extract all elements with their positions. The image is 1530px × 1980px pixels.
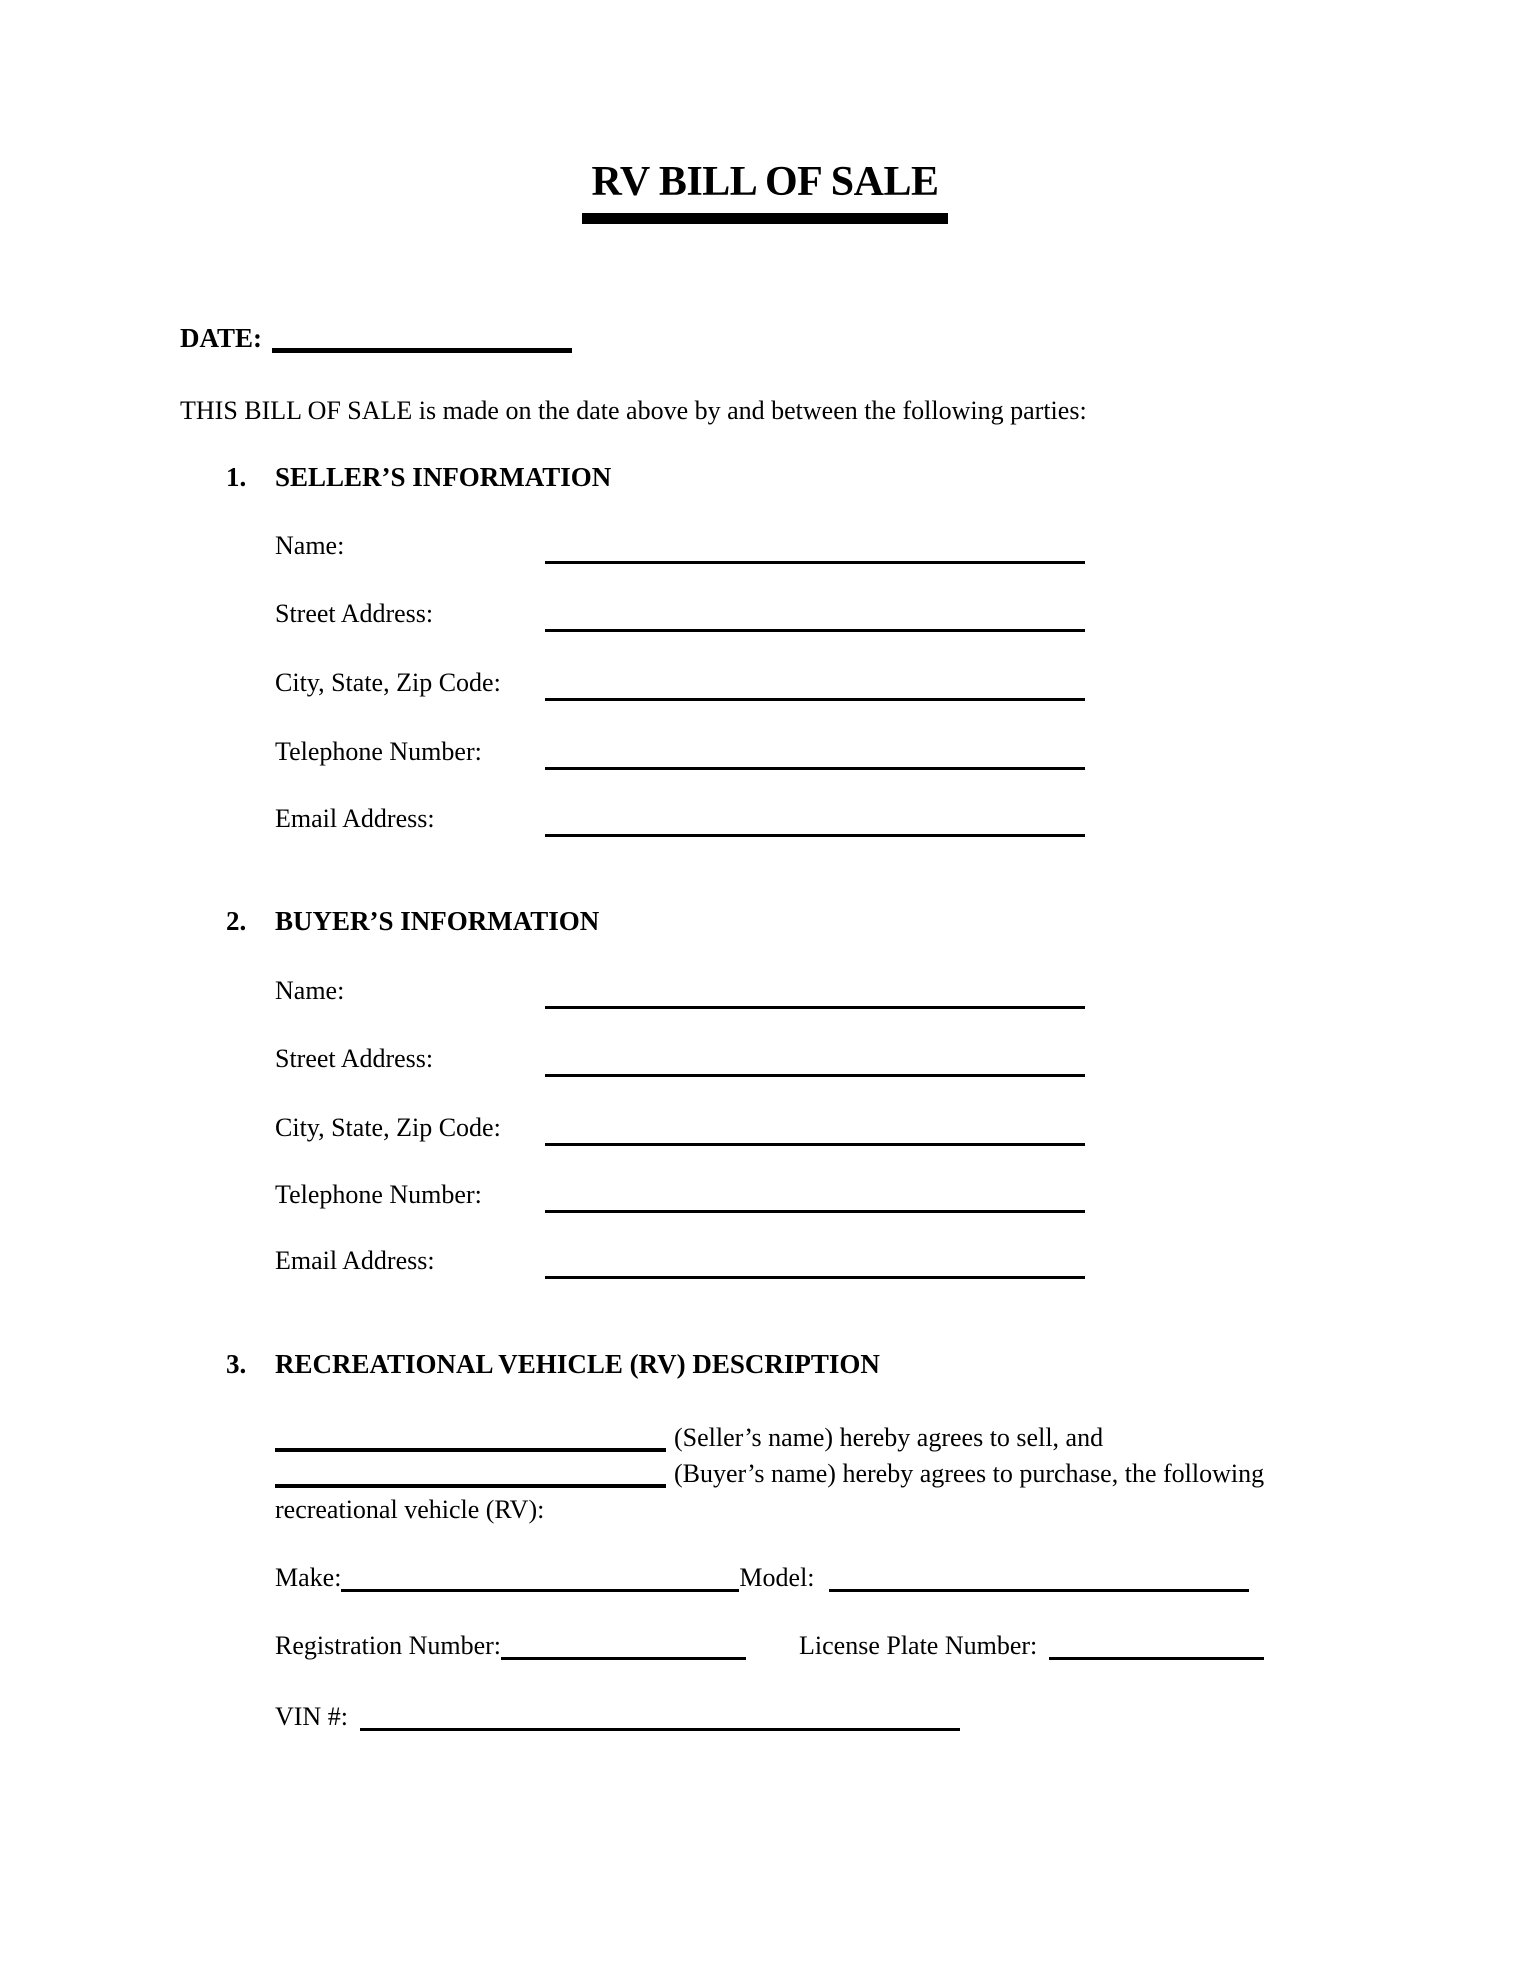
- seller-city-row: [275, 665, 1095, 701]
- agreement-seller-suffix: (Seller’s name) hereby agrees to sell, and: [674, 1423, 1104, 1452]
- agreement-seller-line: [275, 1420, 1415, 1456]
- section-3-number: 3.: [226, 1349, 247, 1379]
- seller-email-row: [275, 801, 1095, 837]
- seller-phone-label: Telephone Number:: [275, 737, 482, 766]
- seller-email-blank[interactable]: [545, 834, 1085, 837]
- section-1-heading: SELLER’S INFORMATION: [275, 462, 612, 492]
- buyer-email-blank[interactable]: [545, 1276, 1085, 1279]
- license-plate-blank[interactable]: [1049, 1633, 1264, 1660]
- agreement-buyer-suffix: (Buyer’s name) hereby agrees to purchase, the following: [674, 1459, 1265, 1488]
- buyer-city-row: [275, 1110, 1095, 1146]
- seller-street-label: Street Address:: [275, 599, 434, 628]
- seller-email-label: Email Address:: [275, 804, 435, 833]
- buyer-city-blank[interactable]: [545, 1143, 1085, 1146]
- make-model-row: [275, 1560, 1249, 1596]
- buyer-name-row: [275, 973, 1095, 1009]
- document-title: RV BILL OF SALE: [582, 158, 949, 224]
- section-3-heading-row: [226, 1349, 880, 1380]
- buyer-email-label: Email Address:: [275, 1246, 435, 1275]
- vin-blank[interactable]: [360, 1704, 960, 1731]
- model-label: Model:: [739, 1563, 815, 1592]
- buyer-phone-row: [275, 1177, 1095, 1213]
- section-2-number: 2.: [226, 906, 247, 936]
- seller-street-blank[interactable]: [545, 629, 1085, 632]
- buyer-name-blank[interactable]: [545, 1006, 1085, 1009]
- date-row: [180, 323, 572, 354]
- seller-name-blank[interactable]: [545, 561, 1085, 564]
- section-1-number: 1.: [226, 462, 247, 492]
- registration-license-row: [275, 1628, 1264, 1664]
- registration-blank[interactable]: [501, 1633, 746, 1660]
- license-plate-label: License Plate Number:: [799, 1631, 1038, 1660]
- vin-label: VIN #:: [275, 1702, 348, 1731]
- make-label: Make:: [275, 1563, 342, 1592]
- buyer-name-label: Name:: [275, 976, 345, 1005]
- section-1-heading-row: [226, 462, 611, 493]
- agreement-closing-line: recreational vehicle (RV):: [275, 1495, 545, 1524]
- intro-text: THIS BILL OF SALE is made on the date above by and between the following parties:: [180, 396, 1087, 425]
- make-blank[interactable]: [341, 1565, 739, 1592]
- date-label: DATE:: [180, 323, 263, 353]
- section-2-heading-row: [226, 906, 599, 937]
- date-blank[interactable]: [272, 326, 572, 353]
- agreement-buyer-line: [275, 1456, 1415, 1492]
- title-row: [0, 158, 1530, 224]
- agreement-paragraph: [275, 1420, 1415, 1528]
- buyer-street-blank[interactable]: [545, 1074, 1085, 1077]
- model-blank[interactable]: [829, 1565, 1249, 1592]
- buyer-email-row: [275, 1243, 1095, 1279]
- agreement-buyer-name-blank[interactable]: [275, 1461, 666, 1488]
- seller-city-blank[interactable]: [545, 698, 1085, 701]
- vin-row: [275, 1699, 960, 1735]
- registration-label: Registration Number:: [275, 1631, 502, 1660]
- seller-street-row: [275, 596, 1095, 632]
- agreement-seller-name-blank[interactable]: [275, 1425, 666, 1452]
- section-2-heading: BUYER’S INFORMATION: [275, 906, 600, 936]
- section-3-heading: RECREATIONAL VEHICLE (RV) DESCRIPTION: [275, 1349, 880, 1379]
- buyer-phone-label: Telephone Number:: [275, 1180, 482, 1209]
- buyer-street-label: Street Address:: [275, 1044, 434, 1073]
- buyer-street-row: [275, 1041, 1095, 1077]
- seller-phone-row: [275, 734, 1095, 770]
- seller-name-label: Name:: [275, 531, 345, 560]
- seller-city-label: City, State, Zip Code:: [275, 668, 501, 697]
- seller-phone-blank[interactable]: [545, 767, 1085, 770]
- buyer-city-label: City, State, Zip Code:: [275, 1113, 501, 1142]
- buyer-phone-blank[interactable]: [545, 1210, 1085, 1213]
- seller-name-row: [275, 528, 1095, 564]
